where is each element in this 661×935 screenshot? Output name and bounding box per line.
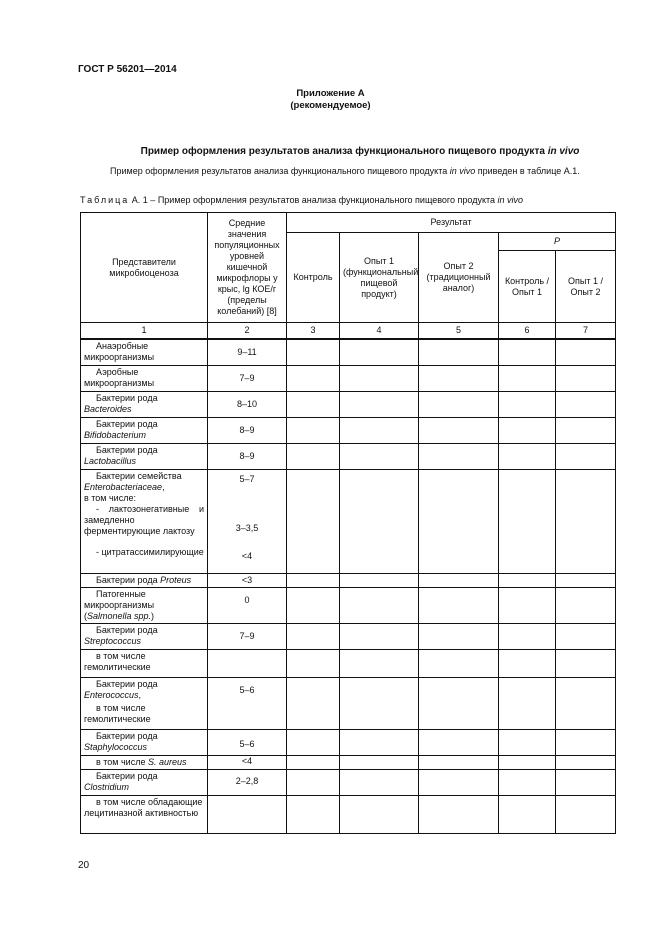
table-row: [81, 417, 616, 443]
header-mean-values: Средние значения популяционных уровней кишечной микрофлоры у крыс, lg КОЕ/г (пределы колебаний) [8]: [208, 213, 287, 323]
title-text: Пример оформления результатов анализа функционального пищевого продукта: [140, 146, 548, 157]
appendix-heading: [0, 88, 661, 112]
row-value: 7–9: [208, 365, 287, 391]
row-value: 8–9: [208, 443, 287, 469]
row-name-text: Бактерии семейства: [96, 470, 182, 481]
header-exp1: Опыт 1 (функциональный пищевой продукт): [340, 233, 419, 323]
row-name: [81, 587, 208, 623]
row-name: Анаэробные микроорганизмы: [81, 339, 208, 365]
row-name-text: Бактерии рода: [96, 444, 158, 455]
table-row: [81, 573, 616, 587]
row-name-italic: Staphylococcus: [84, 741, 148, 752]
table-row: [81, 729, 616, 755]
row-value: 7–9: [208, 623, 287, 649]
row-name-suffix: ,: [162, 481, 165, 492]
row-value: 5–6: [208, 677, 287, 729]
header-control: Контроль: [287, 233, 340, 323]
row-value-sub: 3–3,5: [235, 522, 259, 533]
row-value: [208, 469, 287, 573]
row-name: в том числе обладающие лецитиназной активностью: [81, 795, 208, 833]
results-table: [80, 212, 616, 834]
row-name-italic: Clostridium: [84, 781, 130, 792]
table-row: [81, 469, 616, 573]
col-number: 4: [340, 323, 419, 340]
row-value: 8–10: [208, 391, 287, 417]
row-name: [81, 769, 208, 795]
row-name: [81, 573, 208, 587]
row-name: [81, 417, 208, 443]
row-value: [208, 649, 287, 677]
row-name-italic: Enterobacteriaceae: [84, 481, 163, 492]
row-name-text: Бактерии рода: [96, 678, 158, 689]
row-subtitle: в том числе:: [84, 492, 136, 503]
row-sub-item: - лактозонегативные и замедленно ферментирующие лактозу: [84, 503, 204, 536]
section-title: [60, 146, 660, 157]
table-caption: [80, 195, 523, 205]
table-row: [81, 443, 616, 469]
row-value: 2–2,8: [208, 769, 287, 795]
table-row: [81, 677, 616, 729]
row-name-text: Бактерии рода: [96, 418, 158, 429]
row-name-suffix: ): [151, 610, 155, 621]
intro-paragraph: [80, 165, 610, 177]
row-name-text: Бактерии рода: [96, 770, 158, 781]
caption-label: Таблица: [80, 195, 130, 205]
table-row: [81, 755, 616, 769]
page-number: 20: [78, 860, 90, 871]
table-row: [81, 365, 616, 391]
row-value: <4: [208, 755, 287, 769]
row-name-text: в том числе: [96, 756, 148, 767]
header-exp1-exp2: Опыт 1 / Опыт 2: [556, 251, 616, 323]
appendix-status: (рекомендуемое): [290, 100, 371, 111]
row-name: [81, 469, 208, 573]
col-number: 7: [556, 323, 616, 340]
row-name: [81, 729, 208, 755]
row-value-sub: <4: [241, 550, 253, 561]
row-value: [208, 795, 287, 833]
header-ctrl-exp1: Контроль / Опыт 1: [499, 251, 556, 323]
header-p-label: Р: [554, 236, 561, 246]
row-name: [81, 677, 208, 729]
col-number: 3: [287, 323, 340, 340]
row-name-italic: Streptococcus: [84, 635, 142, 646]
caption-text: А. 1 – Пример оформления результатов анализа функционального пищевого продукта: [129, 195, 498, 205]
intro-italic: in vivo: [449, 166, 476, 176]
row-name: [81, 391, 208, 417]
row-name: [81, 443, 208, 469]
header-result: Результат: [287, 213, 616, 233]
table-row: [81, 339, 616, 365]
table-row: [81, 623, 616, 649]
intro-text-after: приведен в таблице А.1.: [475, 166, 580, 176]
row-name-text: Бактерии рода: [96, 624, 158, 635]
header-p: [499, 233, 616, 251]
row-name-italic: Salmonella spp.: [87, 610, 152, 621]
title-italic: in vivo: [547, 146, 580, 157]
row-value: 9–11: [208, 339, 287, 365]
header-representatives: Представители микробиоценоза: [81, 213, 208, 323]
appendix-title: Приложение А: [296, 88, 365, 99]
table-row: [81, 769, 616, 795]
col-number: 2: [208, 323, 287, 340]
document-code: ГОСТ Р 56201—2014: [78, 64, 177, 75]
row-sub-item: в том числе гемолитические: [84, 702, 151, 724]
row-name-italic: S. aureus: [147, 756, 187, 767]
row-name-italic: Lactobacillus: [84, 455, 137, 466]
row-name-text: Патогенные микроорганизмы (: [84, 588, 155, 621]
row-value: <3: [208, 573, 287, 587]
table-row: [81, 587, 616, 623]
row-value: 5–6: [208, 729, 287, 755]
row-name-text: Бактерии рода: [96, 392, 158, 403]
row-name: [81, 623, 208, 649]
row-value: 0: [208, 587, 287, 623]
row-value: 8–9: [208, 417, 287, 443]
col-number: 1: [81, 323, 208, 340]
row-name-italic: Proteus: [160, 574, 192, 585]
row-name-italic: Enterococcus: [84, 689, 139, 700]
row-value-main: 5–7: [239, 473, 255, 484]
caption-italic: in vivo: [497, 195, 524, 205]
col-number: 6: [499, 323, 556, 340]
row-name-suffix: ,: [138, 689, 142, 700]
row-name-text: Бактерии рода: [96, 574, 161, 585]
row-name: [81, 755, 208, 769]
row-name-italic: Bacteroides: [84, 403, 132, 414]
row-name-text: Бактерии рода: [96, 730, 158, 741]
header-exp2: Опыт 2 (традиционный аналог): [419, 233, 499, 323]
table-row: [81, 391, 616, 417]
col-number: 5: [419, 323, 499, 340]
table-row: [81, 649, 616, 677]
row-name-italic: Bifidobacterium: [84, 429, 147, 440]
row-sub-item: - цитратассимилирующие: [96, 546, 204, 557]
row-name: Аэробные микроорганизмы: [81, 365, 208, 391]
intro-text: Пример оформления результатов анализа функционального пищевого продукта: [110, 166, 450, 176]
table-row: [81, 795, 616, 833]
row-name: в том числе гемолитические: [81, 649, 208, 677]
